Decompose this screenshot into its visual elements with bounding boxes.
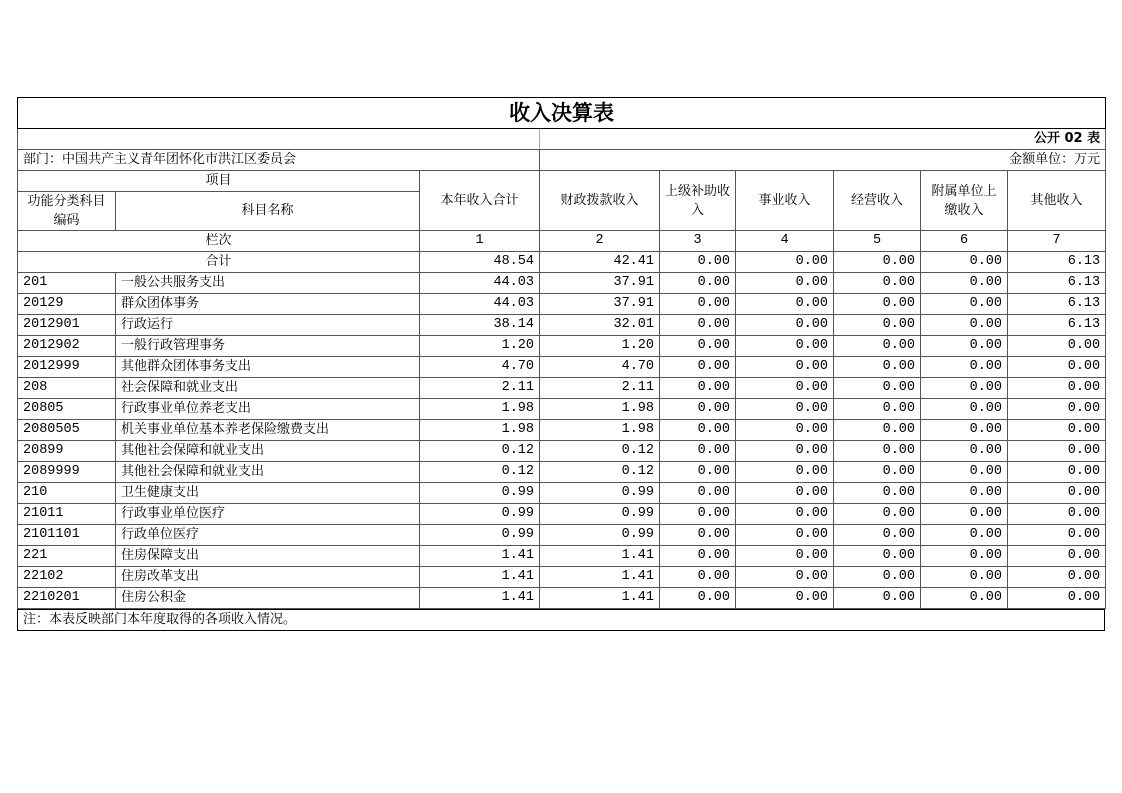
amount-cell: 0.00 [660, 546, 736, 567]
amount-cell: 2.11 [540, 378, 660, 399]
table-row [18, 420, 1106, 441]
amount-cell: 0.00 [1008, 357, 1106, 378]
amount-cell: 0.12 [420, 462, 540, 483]
amount-cell: 1.98 [540, 399, 660, 420]
amount-cell: 0.00 [736, 441, 834, 462]
amount-cell: 0.00 [660, 294, 736, 315]
amount-cell: 0.99 [540, 483, 660, 504]
amount-cell: 0.00 [736, 420, 834, 441]
subject-name-cell: 行政事业单位医疗 [116, 504, 420, 525]
amount-cell: 0.99 [540, 504, 660, 525]
amount-cell: 0.00 [834, 315, 921, 336]
total-value: 0.00 [921, 252, 1008, 273]
amount-cell: 0.00 [660, 273, 736, 294]
amount-cell: 6.13 [1008, 315, 1106, 336]
amount-cell: 0.00 [921, 525, 1008, 546]
amount-cell: 0.00 [736, 567, 834, 588]
amount-cell: 37.91 [540, 273, 660, 294]
func-code-cell: 2089999 [18, 462, 116, 483]
amount-cell: 0.99 [420, 483, 540, 504]
amount-cell: 0.00 [834, 504, 921, 525]
amount-cell: 4.70 [540, 357, 660, 378]
total-value: 6.13 [1008, 252, 1106, 273]
amount-cell: 0.00 [921, 378, 1008, 399]
total-value: 0.00 [834, 252, 921, 273]
header-col-4: 事业收入 [736, 171, 834, 231]
amount-cell: 44.03 [420, 273, 540, 294]
amount-cell: 1.41 [540, 546, 660, 567]
amount-cell: 0.00 [1008, 546, 1106, 567]
subject-name-cell: 一般行政管理事务 [116, 336, 420, 357]
subject-name-cell: 群众团体事务 [116, 294, 420, 315]
subject-name-cell: 机关事业单位基本养老保险缴费支出 [116, 420, 420, 441]
amount-cell: 0.00 [834, 441, 921, 462]
header-func-code: 功能分类科目编码 [18, 192, 116, 231]
amount-cell: 0.00 [660, 441, 736, 462]
amount-cell: 0.00 [921, 567, 1008, 588]
amount-cell: 0.00 [736, 483, 834, 504]
amount-cell: 0.00 [834, 273, 921, 294]
amount-cell: 0.00 [921, 399, 1008, 420]
amount-cell: 6.13 [1008, 294, 1106, 315]
header-col-5: 经营收入 [834, 171, 921, 231]
table-row [18, 273, 1106, 294]
total-value: 48.54 [420, 252, 540, 273]
amount-cell: 1.98 [420, 420, 540, 441]
func-code-cell: 208 [18, 378, 116, 399]
func-code-cell: 210 [18, 483, 116, 504]
amount-cell: 0.99 [420, 525, 540, 546]
income-table [17, 97, 1106, 609]
amount-cell: 0.00 [834, 294, 921, 315]
amount-cell: 0.00 [834, 336, 921, 357]
amount-cell: 1.20 [420, 336, 540, 357]
amount-cell: 1.20 [540, 336, 660, 357]
subject-name-cell: 行政事业单位养老支出 [116, 399, 420, 420]
header-col-7: 其他收入 [1008, 171, 1106, 231]
table-note: 注：本表反映部门本年度取得的各项收入情况。 [18, 610, 1105, 631]
amount-cell: 1.41 [420, 588, 540, 609]
blank-cell [18, 129, 540, 150]
header-col-2: 财政拨款收入 [540, 171, 660, 231]
func-code-cell: 221 [18, 546, 116, 567]
func-code-cell: 2080505 [18, 420, 116, 441]
subject-name-cell: 一般公共服务支出 [116, 273, 420, 294]
amount-cell: 0.00 [834, 378, 921, 399]
subject-name-cell: 卫生健康支出 [116, 483, 420, 504]
amount-cell: 0.00 [660, 357, 736, 378]
table-row [18, 462, 1106, 483]
amount-cell: 1.98 [420, 399, 540, 420]
row-index: 1 [420, 231, 540, 252]
table-row [18, 588, 1106, 609]
func-code-cell: 2012901 [18, 315, 116, 336]
table-row [18, 357, 1106, 378]
amount-cell: 0.00 [1008, 588, 1106, 609]
amount-cell: 0.12 [420, 441, 540, 462]
amount-cell: 0.00 [921, 462, 1008, 483]
row-index: 7 [1008, 231, 1106, 252]
header-subject-name: 科目名称 [116, 192, 420, 231]
amount-cell: 0.00 [921, 420, 1008, 441]
table-row [18, 483, 1106, 504]
amount-cell: 0.00 [736, 357, 834, 378]
amount-cell: 0.00 [660, 420, 736, 441]
department-label: 部门：中国共产主义青年团怀化市洪江区委员会 [18, 150, 540, 171]
header-col-1: 本年收入合计 [420, 171, 540, 231]
income-final-accounts-sheet [17, 97, 1105, 631]
amount-cell: 0.00 [834, 357, 921, 378]
amount-cell: 0.00 [834, 420, 921, 441]
amount-cell: 0.00 [736, 546, 834, 567]
amount-cell: 0.00 [1008, 336, 1106, 357]
amount-cell: 0.00 [736, 378, 834, 399]
subject-name-cell: 行政运行 [116, 315, 420, 336]
amount-cell: 0.00 [736, 525, 834, 546]
amount-cell: 0.00 [660, 315, 736, 336]
amount-cell: 4.70 [420, 357, 540, 378]
form-number: 公开 02 表 [540, 129, 1106, 150]
amount-cell: 0.00 [921, 315, 1008, 336]
amount-cell: 1.41 [540, 588, 660, 609]
amount-cell: 0.00 [1008, 378, 1106, 399]
row-index: 4 [736, 231, 834, 252]
amount-cell: 1.41 [420, 546, 540, 567]
func-code-cell: 22102 [18, 567, 116, 588]
amount-cell: 0.00 [834, 525, 921, 546]
func-code-cell: 20129 [18, 294, 116, 315]
amount-cell: 6.13 [1008, 273, 1106, 294]
amount-cell: 0.00 [1008, 420, 1106, 441]
func-code-cell: 20805 [18, 399, 116, 420]
row-index-label: 栏次 [18, 231, 420, 252]
amount-cell: 0.99 [420, 504, 540, 525]
func-code-cell: 201 [18, 273, 116, 294]
amount-cell: 0.12 [540, 462, 660, 483]
row-index: 6 [921, 231, 1008, 252]
amount-cell: 0.00 [660, 504, 736, 525]
row-index: 5 [834, 231, 921, 252]
table-row [18, 567, 1106, 588]
amount-cell: 0.00 [736, 273, 834, 294]
amount-cell: 0.00 [736, 462, 834, 483]
amount-cell: 0.00 [921, 357, 1008, 378]
amount-cell: 38.14 [420, 315, 540, 336]
page-title: 收入决算表 [18, 98, 1106, 129]
table-row [18, 546, 1106, 567]
table-row [18, 294, 1106, 315]
unit-label: 金额单位：万元 [540, 150, 1106, 171]
amount-cell: 0.00 [834, 546, 921, 567]
amount-cell: 32.01 [540, 315, 660, 336]
amount-cell: 0.99 [540, 525, 660, 546]
amount-cell: 0.00 [1008, 504, 1106, 525]
amount-cell: 0.00 [736, 399, 834, 420]
header-col-3: 上级补助收入 [660, 171, 736, 231]
amount-cell: 0.00 [1008, 525, 1106, 546]
total-value: 42.41 [540, 252, 660, 273]
subject-name-cell: 行政单位医疗 [116, 525, 420, 546]
amount-cell: 0.00 [834, 588, 921, 609]
subject-name-cell: 住房公积金 [116, 588, 420, 609]
subject-name-cell: 其他社会保障和就业支出 [116, 462, 420, 483]
header-col-6: 附属单位上缴收入 [921, 171, 1008, 231]
amount-cell: 0.00 [921, 504, 1008, 525]
amount-cell: 0.00 [834, 462, 921, 483]
amount-cell: 44.03 [420, 294, 540, 315]
amount-cell: 0.00 [736, 588, 834, 609]
subject-name-cell: 住房改革支出 [116, 567, 420, 588]
amount-cell: 0.00 [660, 336, 736, 357]
func-code-cell: 2210201 [18, 588, 116, 609]
amount-cell: 1.41 [540, 567, 660, 588]
table-row [18, 399, 1106, 420]
amount-cell: 0.00 [921, 483, 1008, 504]
amount-cell: 0.00 [1008, 483, 1106, 504]
func-code-cell: 2012902 [18, 336, 116, 357]
amount-cell: 0.12 [540, 441, 660, 462]
total-row [18, 252, 1106, 273]
func-code-cell: 2101101 [18, 525, 116, 546]
amount-cell: 0.00 [660, 588, 736, 609]
table-row [18, 336, 1106, 357]
header-item: 项目 [18, 171, 420, 192]
amount-cell: 0.00 [660, 525, 736, 546]
amount-cell: 0.00 [921, 546, 1008, 567]
func-code-cell: 2012999 [18, 357, 116, 378]
total-value: 0.00 [736, 252, 834, 273]
amount-cell: 0.00 [921, 336, 1008, 357]
amount-cell: 0.00 [660, 483, 736, 504]
amount-cell: 0.00 [834, 483, 921, 504]
func-code-cell: 20899 [18, 441, 116, 462]
table-row [18, 378, 1106, 399]
amount-cell: 0.00 [1008, 441, 1106, 462]
note-table [17, 609, 1105, 631]
subject-name-cell: 其他群众团体事务支出 [116, 357, 420, 378]
total-label: 合计 [18, 252, 420, 273]
amount-cell: 1.41 [420, 567, 540, 588]
amount-cell: 0.00 [921, 588, 1008, 609]
amount-cell: 0.00 [736, 294, 834, 315]
amount-cell: 0.00 [1008, 567, 1106, 588]
amount-cell: 0.00 [921, 294, 1008, 315]
row-index: 2 [540, 231, 660, 252]
amount-cell: 0.00 [736, 315, 834, 336]
amount-cell: 37.91 [540, 294, 660, 315]
func-code-cell: 21011 [18, 504, 116, 525]
table-row [18, 441, 1106, 462]
table-row [18, 504, 1106, 525]
amount-cell: 0.00 [660, 399, 736, 420]
amount-cell: 0.00 [1008, 399, 1106, 420]
subject-name-cell: 住房保障支出 [116, 546, 420, 567]
amount-cell: 0.00 [660, 462, 736, 483]
amount-cell: 0.00 [834, 399, 921, 420]
amount-cell: 0.00 [921, 273, 1008, 294]
amount-cell: 2.11 [420, 378, 540, 399]
amount-cell: 1.98 [540, 420, 660, 441]
subject-name-cell: 其他社会保障和就业支出 [116, 441, 420, 462]
amount-cell: 0.00 [1008, 462, 1106, 483]
total-value: 0.00 [660, 252, 736, 273]
amount-cell: 0.00 [736, 336, 834, 357]
amount-cell: 0.00 [660, 567, 736, 588]
subject-name-cell: 社会保障和就业支出 [116, 378, 420, 399]
table-row [18, 525, 1106, 546]
row-index: 3 [660, 231, 736, 252]
table-row [18, 315, 1106, 336]
amount-cell: 0.00 [660, 378, 736, 399]
amount-cell: 0.00 [736, 504, 834, 525]
amount-cell: 0.00 [921, 441, 1008, 462]
amount-cell: 0.00 [834, 567, 921, 588]
